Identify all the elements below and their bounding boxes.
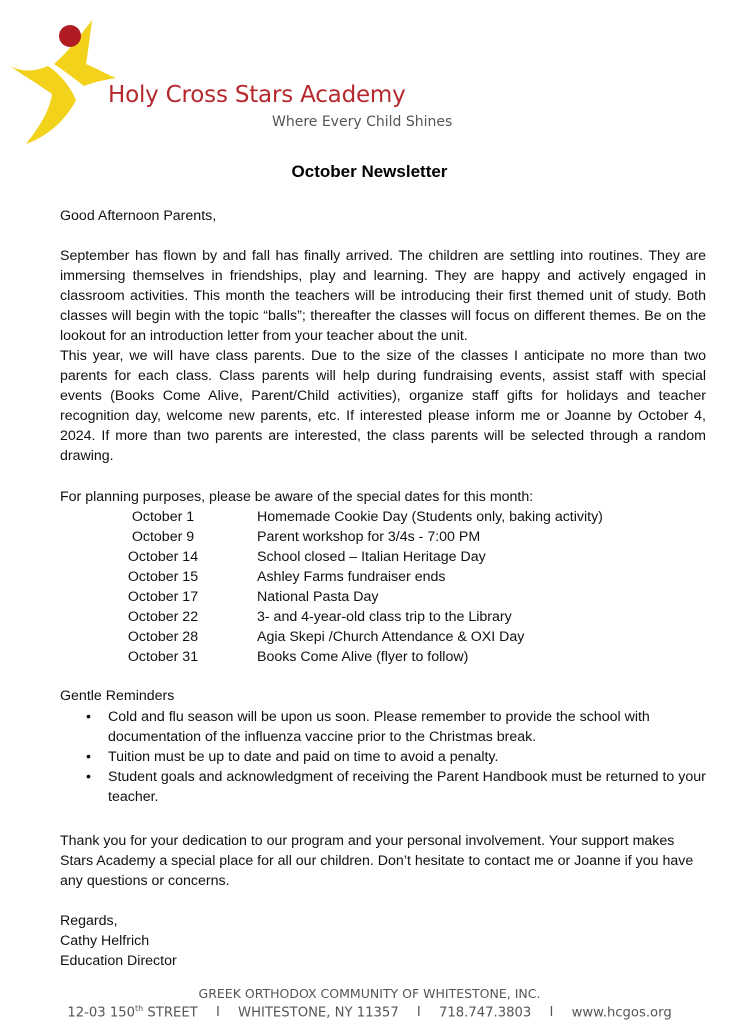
- events-list: [60, 507, 706, 667]
- event-row: [60, 527, 706, 547]
- brand-tagline: Where Every Child Shines: [272, 114, 453, 130]
- footer-website: www.hcgos.org: [571, 1005, 672, 1021]
- letterhead: [0, 0, 460, 164]
- event-description: Books Come Alive (flyer to follow): [257, 649, 469, 665]
- event-date: October 28: [127, 629, 199, 645]
- regards-line: Regards,: [60, 913, 118, 929]
- event-description: School closed – Italian Heritage Day: [257, 549, 486, 565]
- list-item: [60, 747, 706, 767]
- event-date: October 17: [127, 589, 199, 605]
- footer-street-suffix: th: [135, 1004, 144, 1013]
- closing-paragraph: Thank you for your dedication to our program and your personal involvement. Your support makes Stars Academy a special place for all our children. Don’t hesitate to contact me or Joanne if you have any questions or concerns.: [60, 833, 694, 889]
- footer-street-name: STREET: [143, 1005, 198, 1021]
- bullet-icon: •: [86, 749, 91, 765]
- footer-separator: I: [215, 1005, 220, 1021]
- signer-name: Cathy Helfrich: [60, 933, 150, 949]
- signature-block: [60, 911, 706, 971]
- star-logo-icon: [4, 14, 116, 146]
- newsletter-title: October Newsletter: [291, 162, 448, 181]
- signer-role: Education Director: [60, 953, 177, 969]
- event-row: [60, 607, 706, 627]
- event-row: [60, 567, 706, 587]
- event-row: [60, 627, 706, 647]
- bullet-icon: •: [86, 769, 91, 785]
- footer-contact: [0, 1004, 739, 1020]
- event-date: October 22: [127, 609, 199, 625]
- greeting: Good Afternoon Parents,: [60, 208, 217, 224]
- planning-intro: For planning purposes, please be aware of the special dates for this month:: [60, 489, 534, 505]
- event-date: October 14: [127, 549, 199, 565]
- reminder-text: Tuition must be up to date and paid on time to avoid a penalty.: [108, 749, 499, 765]
- event-description: Ashley Farms fundraiser ends: [257, 569, 446, 585]
- event-date: October 31: [127, 649, 199, 665]
- bullet-icon: •: [86, 709, 91, 725]
- reminders-heading: Gentle Reminders: [60, 688, 175, 704]
- reminders-list: [60, 707, 706, 807]
- brand-name: Holy Cross Stars Academy: [108, 82, 406, 108]
- event-description: National Pasta Day: [257, 589, 379, 605]
- event-description: Agia Skepi /Church Attendance & OXI Day: [257, 629, 525, 645]
- footer-city: WHITESTONE, NY 11357: [238, 1005, 399, 1021]
- event-description: Homemade Cookie Day (Students only, baking activity): [257, 509, 603, 525]
- footer-separator: I: [549, 1005, 554, 1021]
- event-date: October 1: [131, 509, 195, 525]
- event-description: 3- and 4-year-old class trip to the Library: [257, 609, 512, 625]
- event-row: [60, 507, 706, 527]
- reminder-text: Student goals and acknowledgment of receiving the Parent Handbook must be returned to your teacher.: [108, 769, 706, 805]
- reminder-text: Cold and flu season will be upon us soon. Please remember to provide the school with documentation of the influenza vaccine prior to the Christmas break.: [108, 709, 650, 745]
- class-parents-paragraph: This year, we will have class parents. Due to the size of the classes I anticipate no more than two parents for each class. Class parents will help during fundraising events, assist staff with special events (Books Come Alive, Parent/Child activities), organize staff gifts for holidays and teacher recognition day, welcome new parents, etc. If interested please inform me or Joanne by October 4, 2024. If more than two parents are interested, the class parents will be selected through a random drawing.: [60, 348, 706, 464]
- event-date: October 9: [131, 529, 195, 545]
- intro-paragraph: September has flown by and fall has finally arrived. The children are settling into routines. They are immersing themselves in friendships, play and learning. They are happy and actively engaged in classroom activities. This month the teachers will be introducing their first themed unit of study. Both classes will begin with the topic “balls”; thereafter the classes will focus on different themes. Be on the lookout for an introduction letter from your teacher about the unit.: [60, 248, 706, 344]
- footer-street-number: 12-03 150: [67, 1005, 135, 1021]
- footer-separator: I: [416, 1005, 421, 1021]
- footer-phone: 718.747.3803: [439, 1005, 532, 1021]
- event-description: Parent workshop for 3/4s - 7:00 PM: [257, 529, 481, 545]
- event-row: [60, 547, 706, 567]
- event-date: October 15: [127, 569, 199, 585]
- list-item: [60, 767, 706, 807]
- event-row: [60, 647, 706, 667]
- list-item: [60, 707, 706, 747]
- event-row: [60, 587, 706, 607]
- footer-organization: GREEK ORTHODOX COMMUNITY OF WHITESTONE, INC.: [198, 986, 541, 1001]
